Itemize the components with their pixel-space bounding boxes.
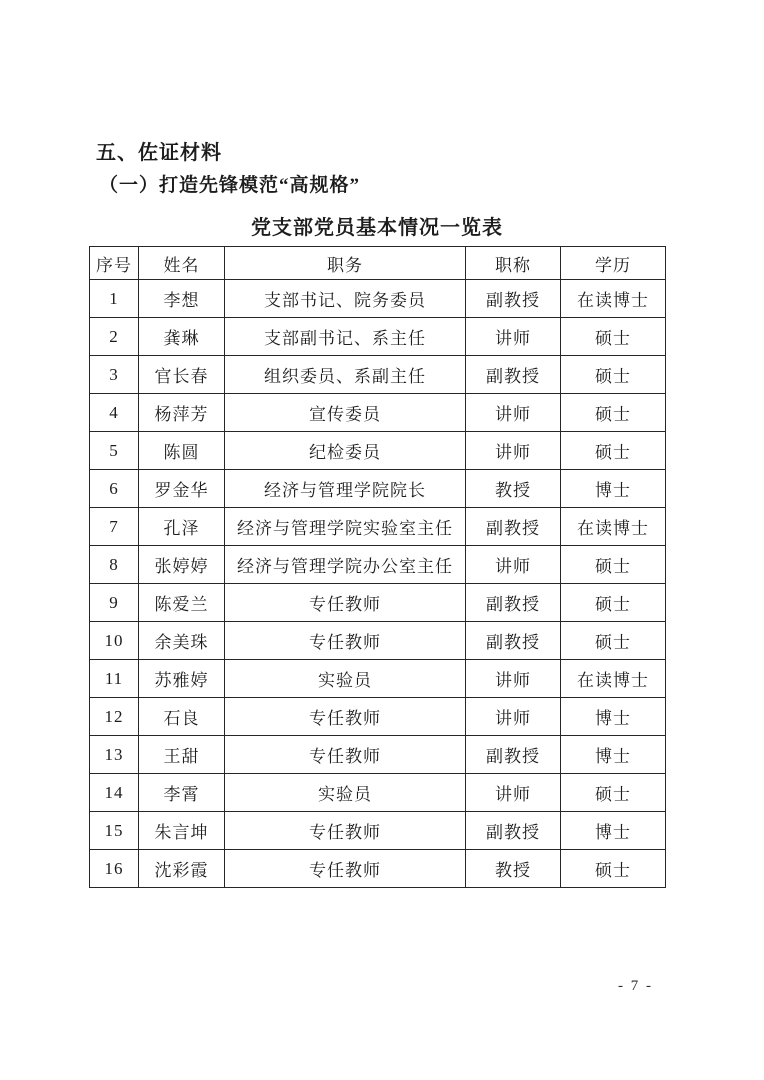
table-cell: 副教授 bbox=[466, 356, 561, 394]
table-cell: 16 bbox=[90, 850, 139, 888]
table-cell: 14 bbox=[90, 774, 139, 812]
column-header: 职称 bbox=[466, 247, 561, 280]
table-cell: 在读博士 bbox=[561, 660, 666, 698]
table-cell: 教授 bbox=[466, 470, 561, 508]
table-cell: 在读博士 bbox=[561, 508, 666, 546]
table-row bbox=[90, 356, 666, 394]
column-header: 学历 bbox=[561, 247, 666, 280]
table-cell: 副教授 bbox=[466, 622, 561, 660]
table-cell: 在读博士 bbox=[561, 280, 666, 318]
column-header: 序号 bbox=[90, 247, 139, 280]
table-cell: 经济与管理学院实验室主任 bbox=[225, 508, 466, 546]
table-cell: 实验员 bbox=[225, 774, 466, 812]
table-cell: 11 bbox=[90, 660, 139, 698]
table-row bbox=[90, 546, 666, 584]
table-cell: 龚琳 bbox=[139, 318, 225, 356]
table-row bbox=[90, 432, 666, 470]
table-cell: 罗金华 bbox=[139, 470, 225, 508]
table-cell: 12 bbox=[90, 698, 139, 736]
table-cell: 纪检委员 bbox=[225, 432, 466, 470]
table-row bbox=[90, 584, 666, 622]
table-cell: 8 bbox=[90, 546, 139, 584]
table-cell: 1 bbox=[90, 280, 139, 318]
table-cell: 13 bbox=[90, 736, 139, 774]
table-cell: 李想 bbox=[139, 280, 225, 318]
table-cell: 朱言坤 bbox=[139, 812, 225, 850]
table-cell: 讲师 bbox=[466, 394, 561, 432]
table-row bbox=[90, 698, 666, 736]
table-cell: 杨萍芳 bbox=[139, 394, 225, 432]
table-cell: 9 bbox=[90, 584, 139, 622]
table-cell: 支部书记、院务委员 bbox=[225, 280, 466, 318]
table-cell: 15 bbox=[90, 812, 139, 850]
table-cell: 硕士 bbox=[561, 318, 666, 356]
table-cell: 陈圆 bbox=[139, 432, 225, 470]
table-row bbox=[90, 622, 666, 660]
table-cell: 讲师 bbox=[466, 698, 561, 736]
table-cell: 副教授 bbox=[466, 508, 561, 546]
table-row bbox=[90, 736, 666, 774]
table-cell: 副教授 bbox=[466, 584, 561, 622]
table-cell: 石良 bbox=[139, 698, 225, 736]
table-cell: 官长春 bbox=[139, 356, 225, 394]
table-cell: 沈彩霞 bbox=[139, 850, 225, 888]
table-cell: 博士 bbox=[561, 736, 666, 774]
table-row bbox=[90, 394, 666, 432]
page-number: - 7 - bbox=[618, 978, 653, 994]
table-cell: 副教授 bbox=[466, 736, 561, 774]
table-cell: 专任教师 bbox=[225, 584, 466, 622]
table-cell: 博士 bbox=[561, 812, 666, 850]
table-cell: 副教授 bbox=[466, 280, 561, 318]
table-cell: 组织委员、系副主任 bbox=[225, 356, 466, 394]
table-cell: 教授 bbox=[466, 850, 561, 888]
table-row bbox=[90, 812, 666, 850]
table-header-row bbox=[90, 247, 666, 280]
table-cell: 硕士 bbox=[561, 774, 666, 812]
table-row bbox=[90, 318, 666, 356]
table-cell: 副教授 bbox=[466, 812, 561, 850]
table-cell: 博士 bbox=[561, 470, 666, 508]
table-cell: 宣传委员 bbox=[225, 394, 466, 432]
table-cell: 6 bbox=[90, 470, 139, 508]
table-cell: 3 bbox=[90, 356, 139, 394]
members-table bbox=[89, 246, 666, 888]
table-body bbox=[90, 280, 666, 888]
table-row bbox=[90, 850, 666, 888]
table-cell: 5 bbox=[90, 432, 139, 470]
table-cell: 王甜 bbox=[139, 736, 225, 774]
table-cell: 实验员 bbox=[225, 660, 466, 698]
table-head bbox=[90, 247, 666, 280]
table-cell: 张婷婷 bbox=[139, 546, 225, 584]
column-header: 姓名 bbox=[139, 247, 225, 280]
table-cell: 经济与管理学院办公室主任 bbox=[225, 546, 466, 584]
table-cell: 硕士 bbox=[561, 546, 666, 584]
table-cell: 7 bbox=[90, 508, 139, 546]
table-cell: 讲师 bbox=[466, 774, 561, 812]
table-cell: 讲师 bbox=[466, 318, 561, 356]
table-row bbox=[90, 508, 666, 546]
table-row bbox=[90, 470, 666, 508]
table-cell: 4 bbox=[90, 394, 139, 432]
table-cell: 讲师 bbox=[466, 432, 561, 470]
table-cell: 博士 bbox=[561, 698, 666, 736]
table-title: 党支部党员基本情况一览表 bbox=[251, 217, 503, 239]
table-cell: 硕士 bbox=[561, 584, 666, 622]
table-cell: 陈爱兰 bbox=[139, 584, 225, 622]
table-row bbox=[90, 280, 666, 318]
table-cell: 经济与管理学院院长 bbox=[225, 470, 466, 508]
subsection-heading: （一）打造先锋模范“高规格” bbox=[99, 175, 361, 196]
table-cell: 余美珠 bbox=[139, 622, 225, 660]
table-cell: 讲师 bbox=[466, 546, 561, 584]
table-cell: 硕士 bbox=[561, 394, 666, 432]
table-cell: 专任教师 bbox=[225, 736, 466, 774]
table-cell: 孔泽 bbox=[139, 508, 225, 546]
table-cell: 专任教师 bbox=[225, 622, 466, 660]
table-cell: 专任教师 bbox=[225, 698, 466, 736]
table-cell: 硕士 bbox=[561, 850, 666, 888]
table-cell: 支部副书记、系主任 bbox=[225, 318, 466, 356]
table-cell: 苏雅婷 bbox=[139, 660, 225, 698]
column-header: 职务 bbox=[225, 247, 466, 280]
table-cell: 李霄 bbox=[139, 774, 225, 812]
table-cell: 2 bbox=[90, 318, 139, 356]
table-cell: 专任教师 bbox=[225, 850, 466, 888]
table-cell: 硕士 bbox=[561, 622, 666, 660]
table-cell: 10 bbox=[90, 622, 139, 660]
table-cell: 硕士 bbox=[561, 356, 666, 394]
table-cell: 硕士 bbox=[561, 432, 666, 470]
table-cell: 专任教师 bbox=[225, 812, 466, 850]
table-cell: 讲师 bbox=[466, 660, 561, 698]
table-row bbox=[90, 660, 666, 698]
section-heading: 五、佐证材料 bbox=[96, 140, 222, 164]
table-row bbox=[90, 774, 666, 812]
